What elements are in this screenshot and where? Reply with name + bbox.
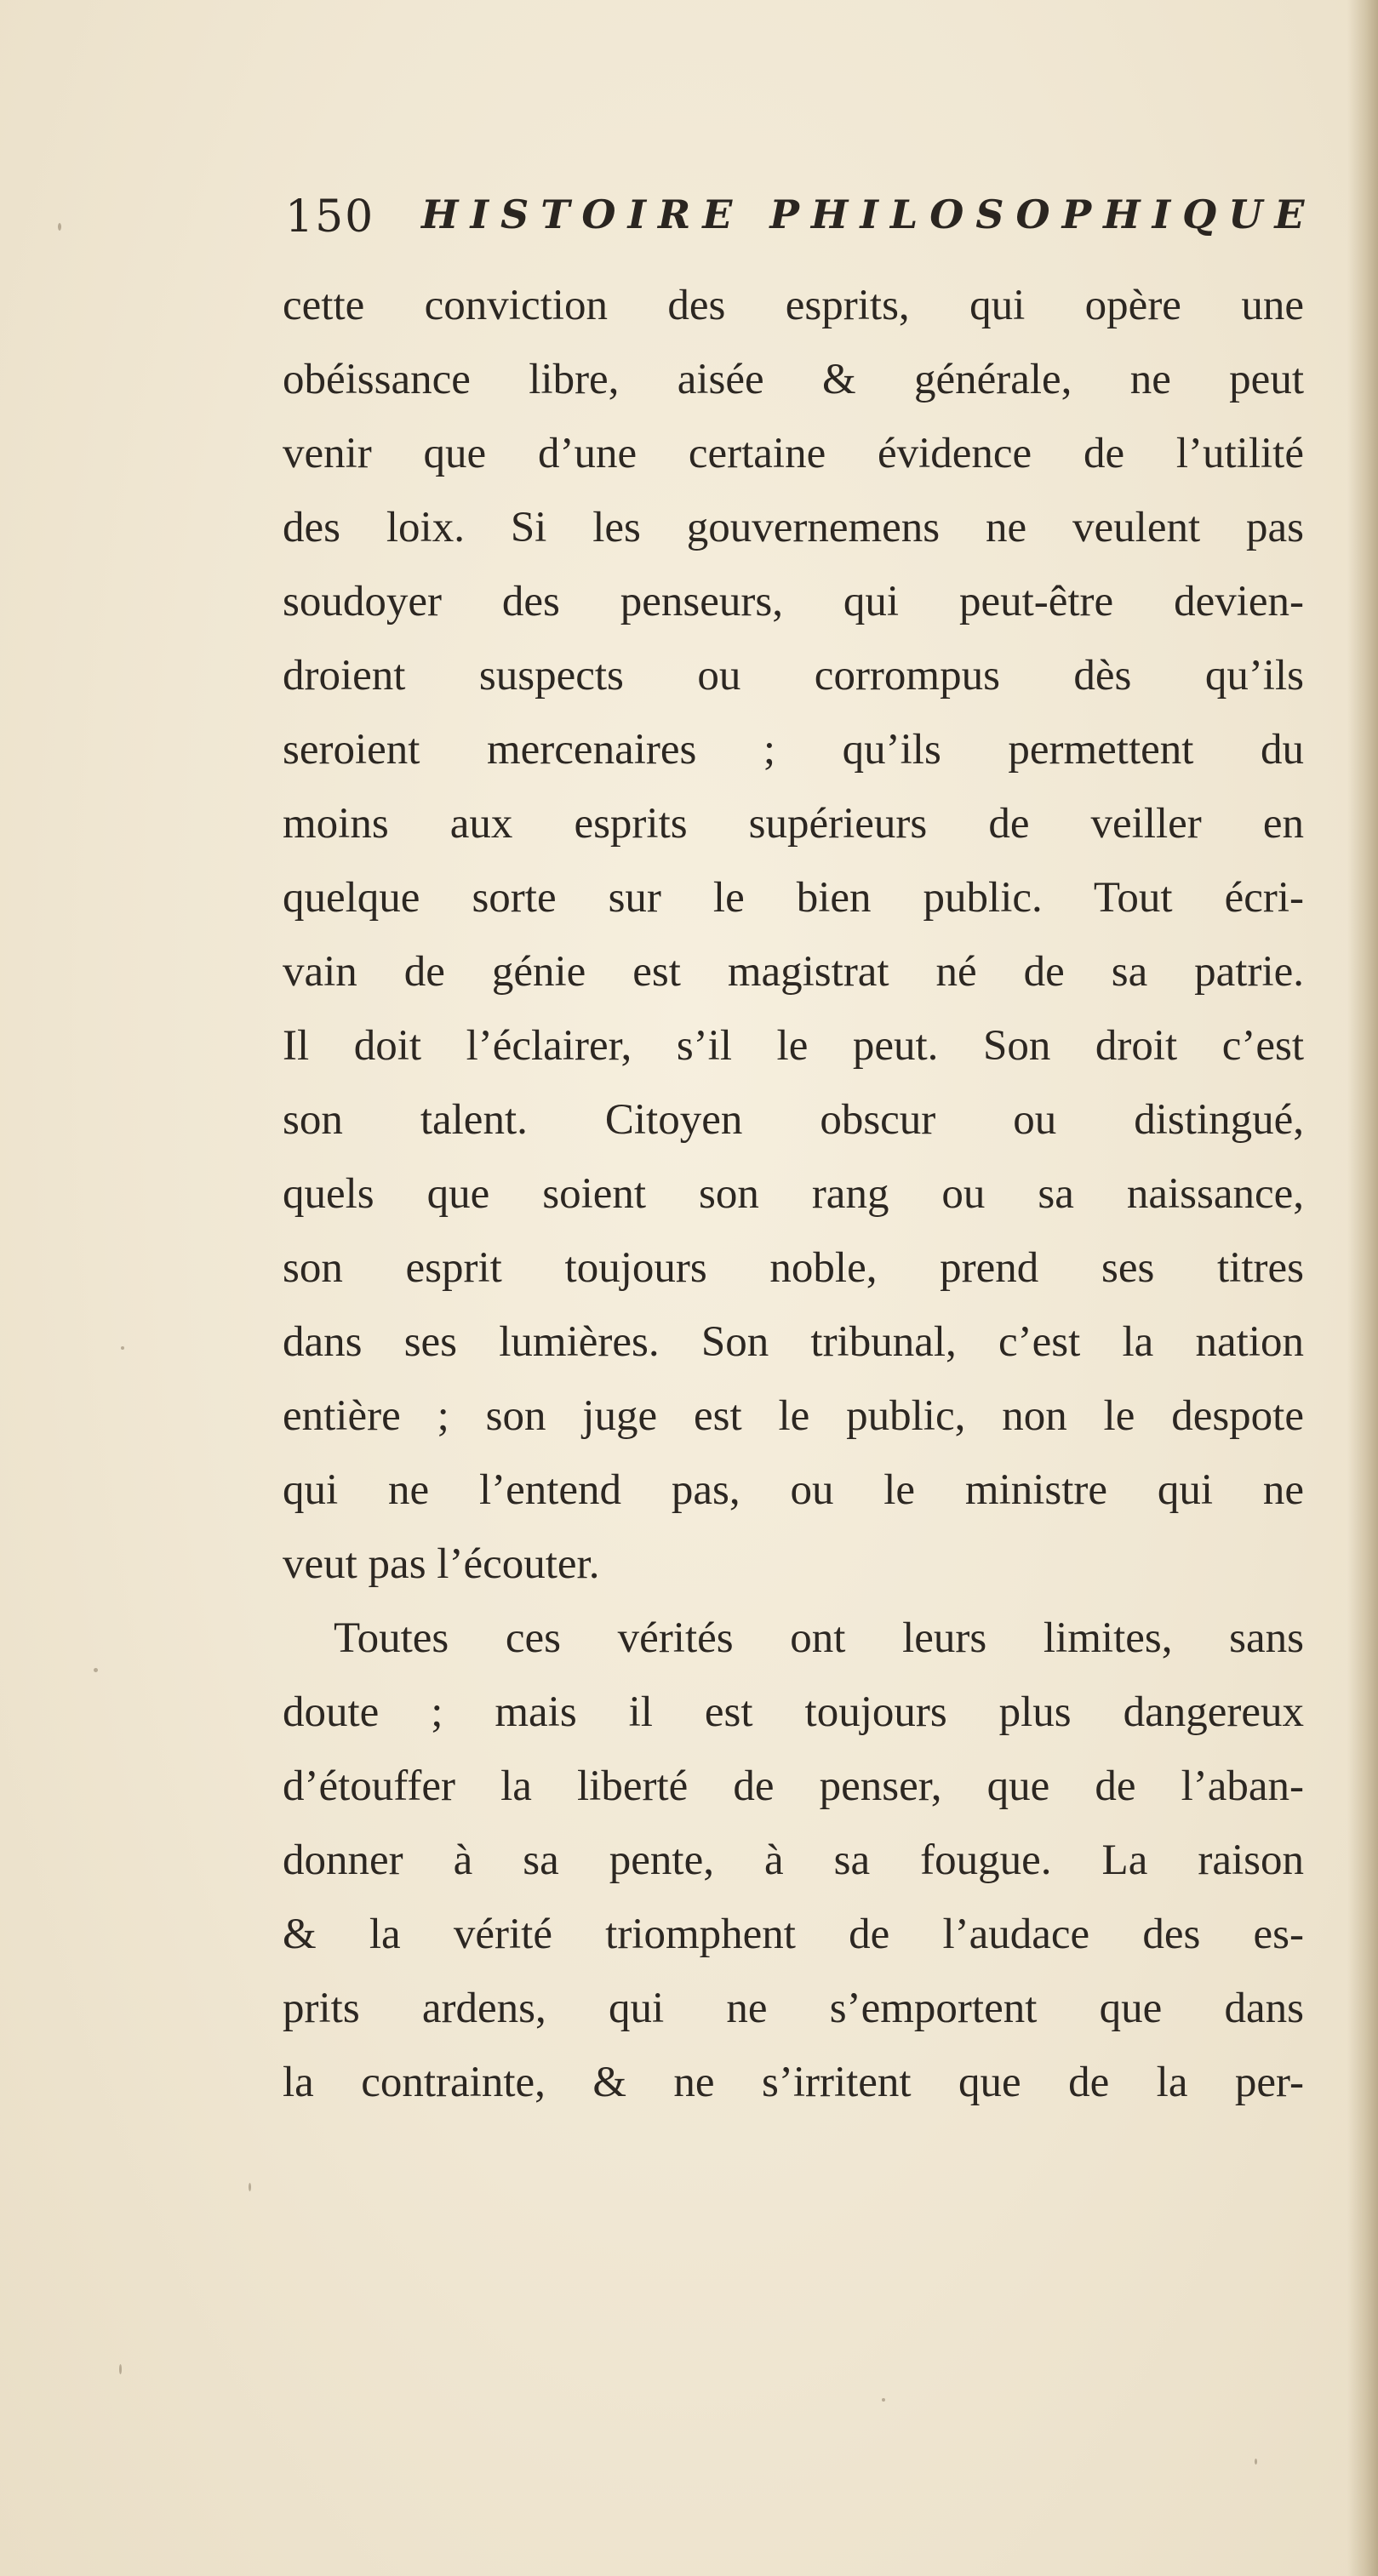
page-gutter-shadow	[1347, 0, 1378, 2576]
page-header	[285, 191, 1317, 260]
text-line: veut pas l’écouter.	[283, 1540, 600, 1588]
paper-speck	[121, 1346, 124, 1350]
text-line: des loix. Si les gouvernemens ne veulent pas	[283, 504, 1304, 551]
text-line: dans ses lumières. Son tribunal, c’est la nation	[283, 1318, 1304, 1366]
text-line: venir que d’une certaine évidence de l’utilité	[283, 430, 1304, 477]
text-line: son esprit toujours noble, prend ses titres	[283, 1244, 1304, 1292]
text-line: droient suspects ou corrompus dès qu’ils	[283, 652, 1304, 700]
text-line: & la vérité triomphent de l’audace des es-	[283, 1911, 1304, 1958]
paper-speck	[882, 2398, 885, 2402]
paper-speck	[94, 1668, 98, 1672]
paper-speck	[249, 2183, 251, 2191]
text-line: vain de génie est magistrat né de sa patrie.	[283, 948, 1304, 996]
text-line: Il doit l’éclairer, s’il le peut. Son droit c’est	[283, 1022, 1304, 1070]
text-line: prits ardens, qui ne s’emportent que dans	[283, 1985, 1304, 2032]
text-line: la contrainte, & ne s’irritent que de la per-	[283, 2059, 1304, 2106]
text-line: obéissance libre, aisée & générale, ne peut	[283, 356, 1304, 403]
text-line: soudoyer des penseurs, qui peut-être devien-	[283, 578, 1304, 625]
text-line: d’étouffer la liberté de penser, que de l’aban-	[283, 1762, 1304, 1810]
text-line: qui ne l’entend pas, ou le ministre qui ne	[283, 1466, 1304, 1514]
text-line: cette conviction des esprits, qui opère une	[283, 282, 1304, 329]
text-line: doute ; mais il est toujours plus dangereux	[283, 1688, 1304, 1736]
text-line: moins aux esprits supérieurs de veiller en	[283, 800, 1304, 848]
text-line: quels que soient son rang ou sa naissance,	[283, 1170, 1304, 1218]
text-line: Toutes ces vérités ont leurs limites, sans	[334, 1614, 1304, 1662]
paper-speck	[58, 223, 61, 231]
body-text	[283, 269, 1304, 2120]
paper-speck	[119, 2364, 122, 2374]
text-line: entière ; son juge est le public, non le despote	[283, 1392, 1304, 1440]
text-line: quelque sorte sur le bien public. Tout écri-	[283, 874, 1304, 922]
text-line: son talent. Citoyen obscur ou distingué,	[283, 1096, 1304, 1144]
page-number: 150	[285, 191, 375, 243]
running-title: HISTOIRE PHILOSOPHIQUE	[421, 191, 1317, 237]
text-line: donner à sa pente, à sa fougue. La raison	[283, 1836, 1304, 1884]
text-line: seroient mercenaires ; qu’ils permettent du	[283, 726, 1304, 774]
paper-speck	[1255, 2459, 1257, 2465]
